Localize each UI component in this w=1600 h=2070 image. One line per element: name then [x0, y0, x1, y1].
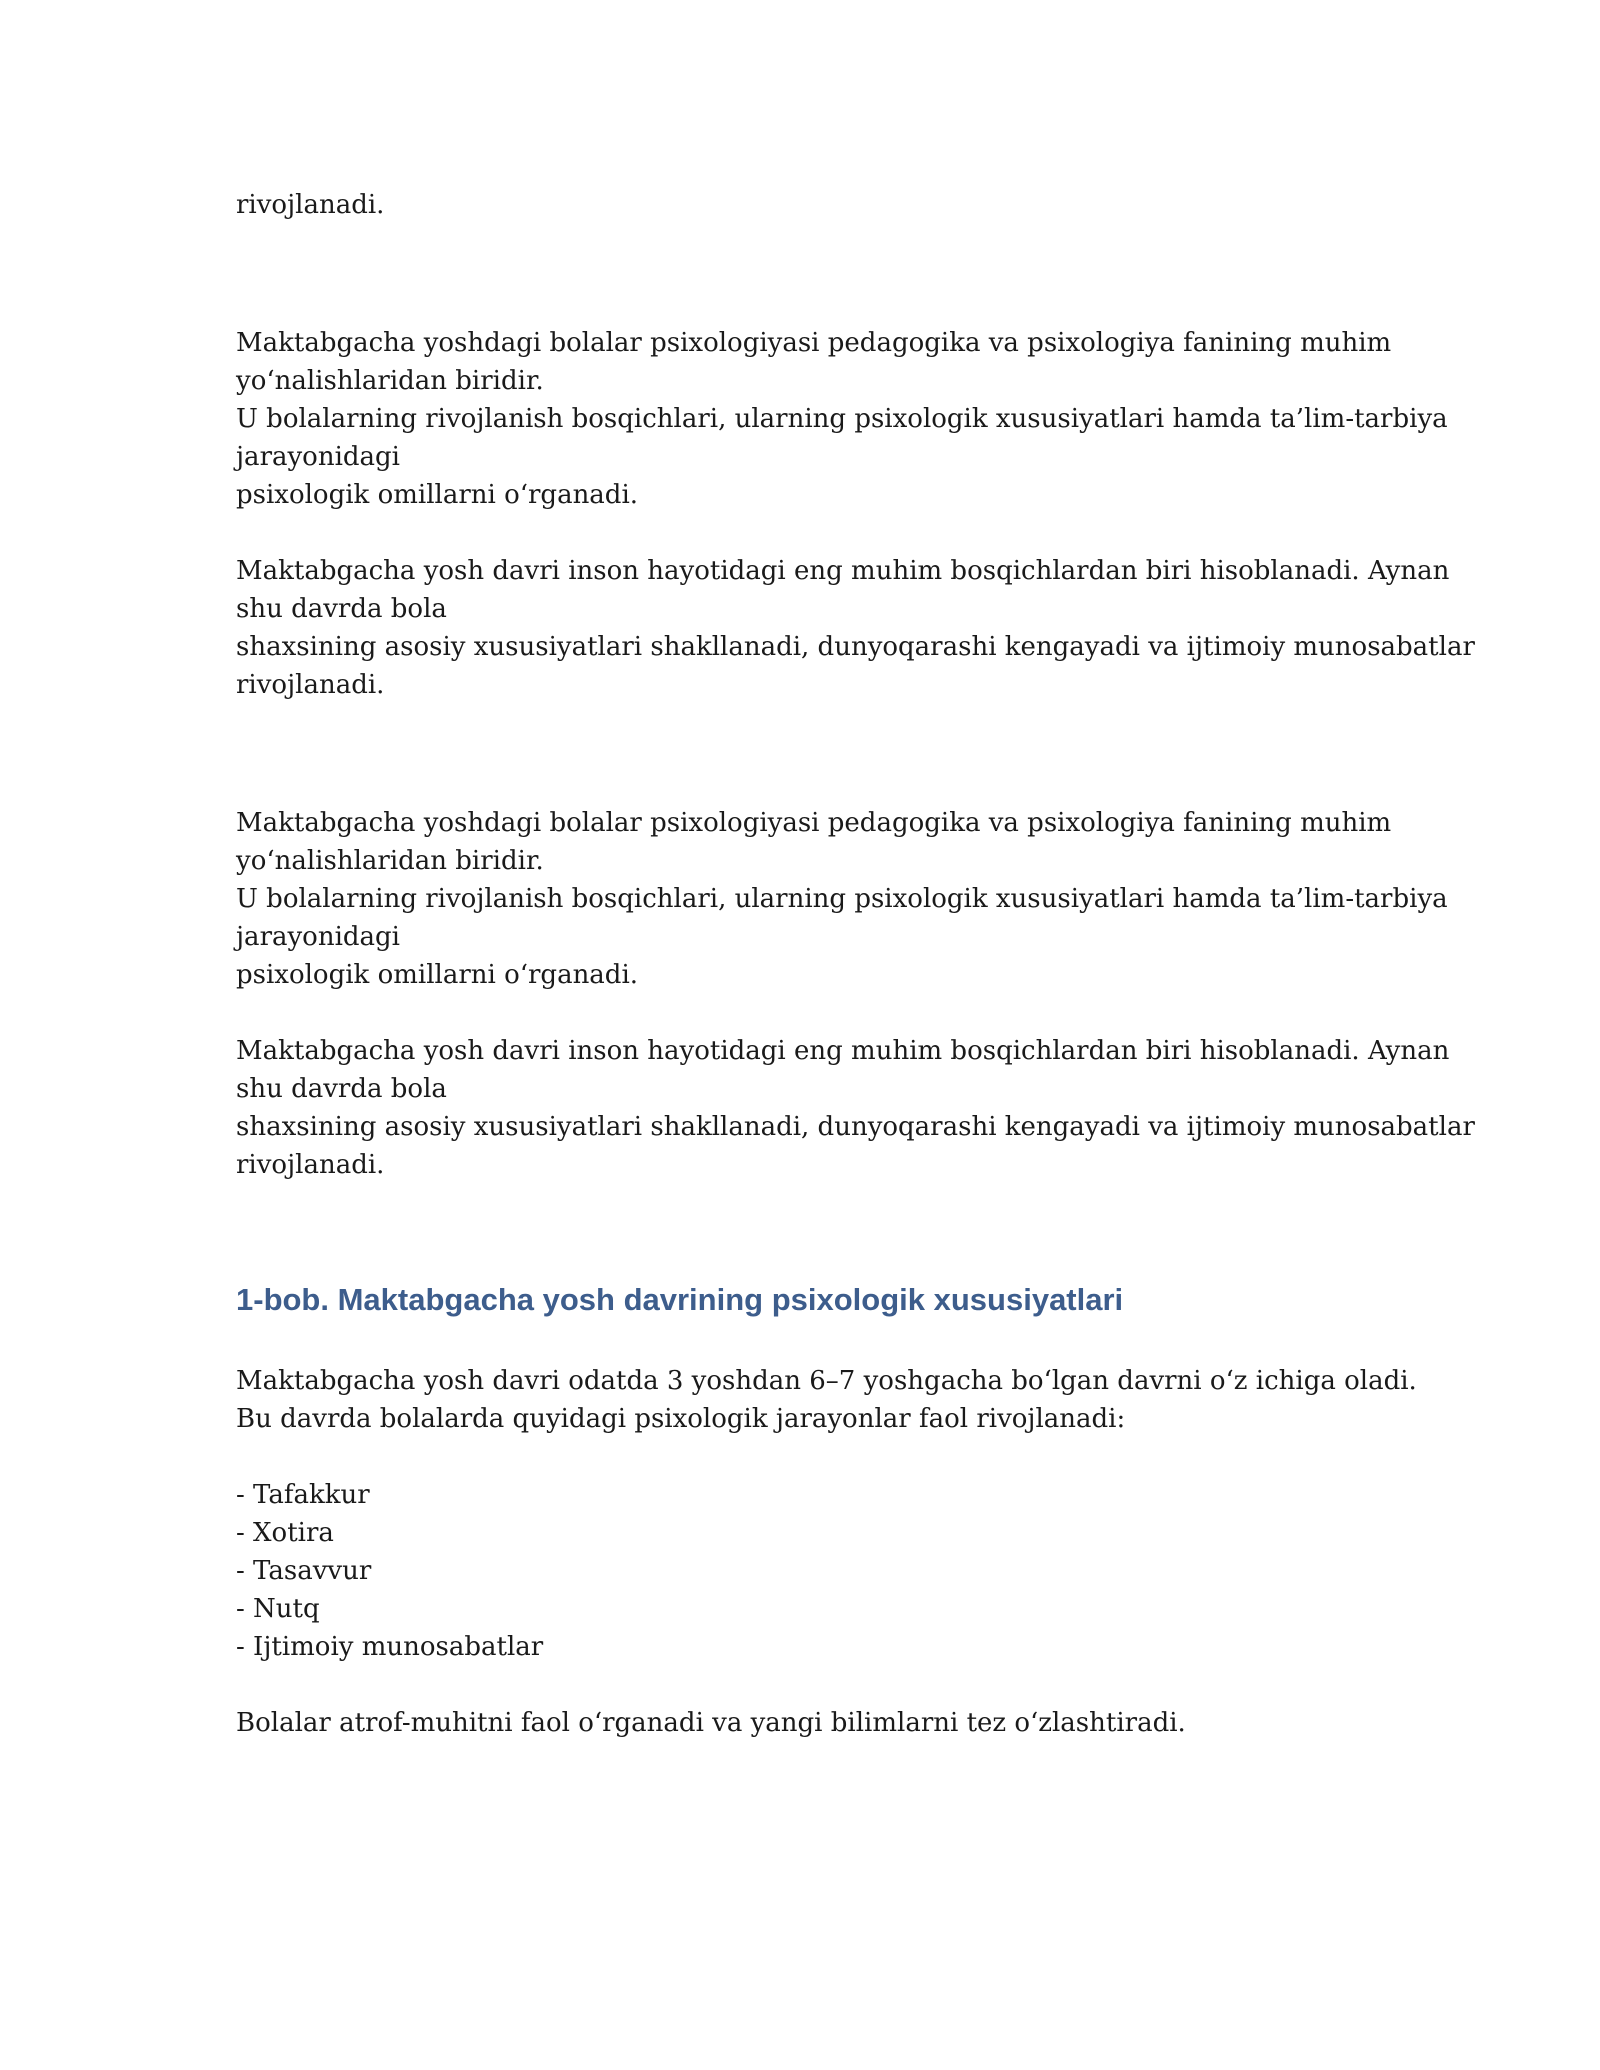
lead-fragment: [236, 186, 1386, 224]
text-line: shaxsining asosiy xususiyatlari shakllanadi, dunyoqarashi kengayadi va ijtimoiy munosabatlar: [236, 632, 1475, 662]
spacer: [236, 994, 1386, 1032]
text-line: shaxsining asosiy xususiyatlari shakllanadi, dunyoqarashi kengayadi va ijtimoiy munosabatlar: [236, 1112, 1475, 1142]
list-item: - Nutq: [236, 1594, 320, 1624]
paragraph-period: [236, 1032, 1475, 1184]
spacer: [236, 1666, 1386, 1704]
text-line: shu davrda bola: [236, 1074, 447, 1104]
spacer: [236, 704, 1386, 804]
text-line: Maktabgacha yosh davri inson hayotidagi eng muhim bosqichlardan biri hisoblanadi. Aynan: [236, 1036, 1450, 1066]
text-line: psixologik omillarni oʻrganadi.: [236, 960, 639, 990]
text-line: Maktabgacha yoshdagi bolalar psixologiyasi pedagogika va psixologiya fanining muhim: [236, 808, 1392, 838]
spacer: [236, 1438, 1386, 1476]
spacer: [236, 1184, 1386, 1280]
text-line: shu davrda bola: [236, 594, 447, 624]
text-line: Maktabgacha yosh davri odatda 3 yoshdan 6–7 yoshgacha boʻlgan davrni oʻz ichiga oladi.: [236, 1366, 1417, 1396]
process-list: [236, 1476, 1386, 1666]
paragraph-intro: [236, 804, 1448, 994]
text-line: U bolalarning rivojlanish bosqichlari, ularning psixologik xususiyatlari hamda ta’lim-tarbiya: [236, 884, 1448, 914]
text-line: rivojlanadi.: [236, 190, 385, 220]
text-line: Bolalar atrof-muhitni faol oʻrganadi va yangi bilimlarni tez oʻzlashtiradi.: [236, 1708, 1186, 1738]
text-line: yoʻnalishlaridan biridir.: [236, 846, 544, 876]
text-line: jarayonidagi: [236, 922, 400, 952]
list-item: - Ijtimoiy munosabatlar: [236, 1632, 544, 1662]
text-line: yoʻnalishlaridan biridir.: [236, 366, 544, 396]
text-line: psixologik omillarni oʻrganadi.: [236, 480, 639, 510]
chapter-closing: [236, 1704, 1386, 1742]
spacer: [236, 224, 1386, 324]
paragraph-period: [236, 552, 1475, 704]
list-item: - Tasavvur: [236, 1556, 372, 1586]
chapter-heading: 1-bob. Maktabgacha yosh davrining psixologik xususiyatlari: [236, 1282, 1124, 1317]
text-line: Bu davrda bolalarda quyidagi psixologik jarayonlar faol rivojlanadi:: [236, 1404, 1126, 1434]
chapter-intro: [236, 1362, 1417, 1438]
list-item: - Tafakkur: [236, 1480, 370, 1510]
text-line: Maktabgacha yosh davri inson hayotidagi eng muhim bosqichlardan biri hisoblanadi. Aynan: [236, 556, 1450, 586]
document-page: [236, 186, 1475, 1742]
text-line: Maktabgacha yoshdagi bolalar psixologiyasi pedagogika va psixologiya fanining muhim: [236, 328, 1392, 358]
text-line: U bolalarning rivojlanish bosqichlari, ularning psixologik xususiyatlari hamda ta’lim-tarbiya: [236, 404, 1448, 434]
spacer: [236, 1320, 1386, 1362]
text-line: rivojlanadi.: [236, 1150, 385, 1180]
list-item: - Xotira: [236, 1518, 334, 1548]
text-line: jarayonidagi: [236, 442, 400, 472]
paragraph-intro: [236, 324, 1448, 514]
text-line: rivojlanadi.: [236, 670, 385, 700]
spacer: [236, 514, 1386, 552]
